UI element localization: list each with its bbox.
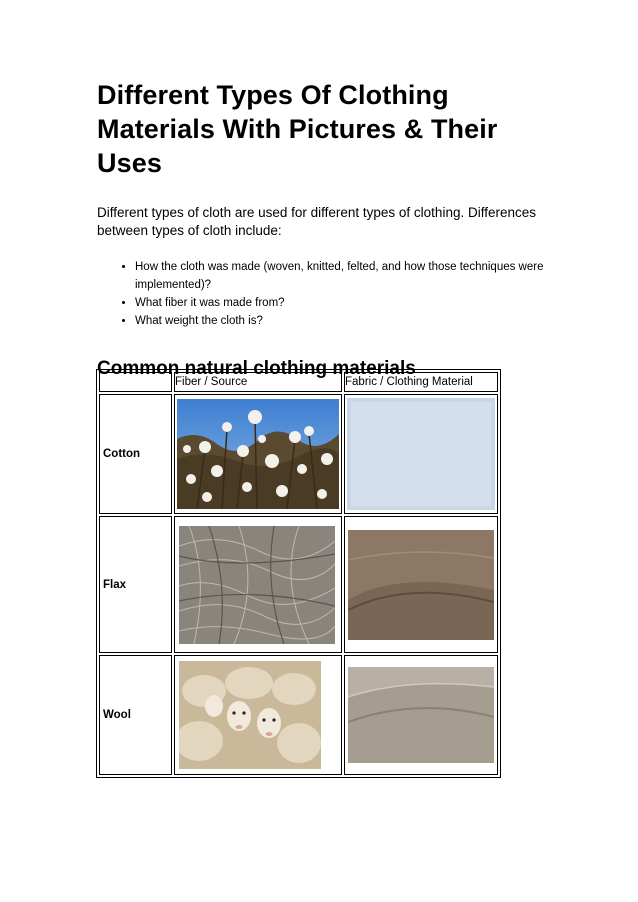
flax-fabric-image [348,530,494,640]
table-row [99,516,498,653]
bullet-item: • How the cloth was made (woven, knitted, felted, and how those techniques were implemented)? [135,258,547,294]
bullet-item: • What fiber it was made from? [135,294,547,312]
sheep-image [179,661,321,769]
flax-fiber-image [179,526,335,644]
table-row [99,394,498,514]
flax-fabric-image-cell [344,516,498,653]
materials-table [96,369,501,778]
header-cell-fabric: Fabric / Clothing Material [344,372,498,392]
row-label-cotton: Cotton [99,394,172,514]
document-page [97,78,547,381]
wool-fabric-image [348,667,494,763]
header-cell-empty [99,372,172,392]
wool-fabric-image-cell [344,655,498,775]
cotton-fiber-image-cell [174,394,342,514]
cotton-fabric-image [347,398,495,510]
bullet-list [97,258,547,330]
header-cell-fiber: Fiber / Source [174,372,342,392]
page-title: Different Types Of Clothing Materials With Pictures & Their Uses [97,80,498,178]
cotton-fabric-image-cell [344,394,498,514]
row-label-flax: Flax [99,516,172,653]
wool-fiber-image-cell [174,655,342,775]
table-row [99,655,498,775]
cotton-plant-image [177,399,339,509]
bullet-item: • What weight the cloth is? [135,312,547,330]
section-heading: Common natural clothing materials [97,358,416,379]
table-header-row [99,372,498,392]
row-label-wool: Wool [99,655,172,775]
flax-fiber-image-cell [174,516,342,653]
intro-paragraph: Different types of cloth are used for different types of clothing. Differences between types of cloth include: [97,205,536,238]
